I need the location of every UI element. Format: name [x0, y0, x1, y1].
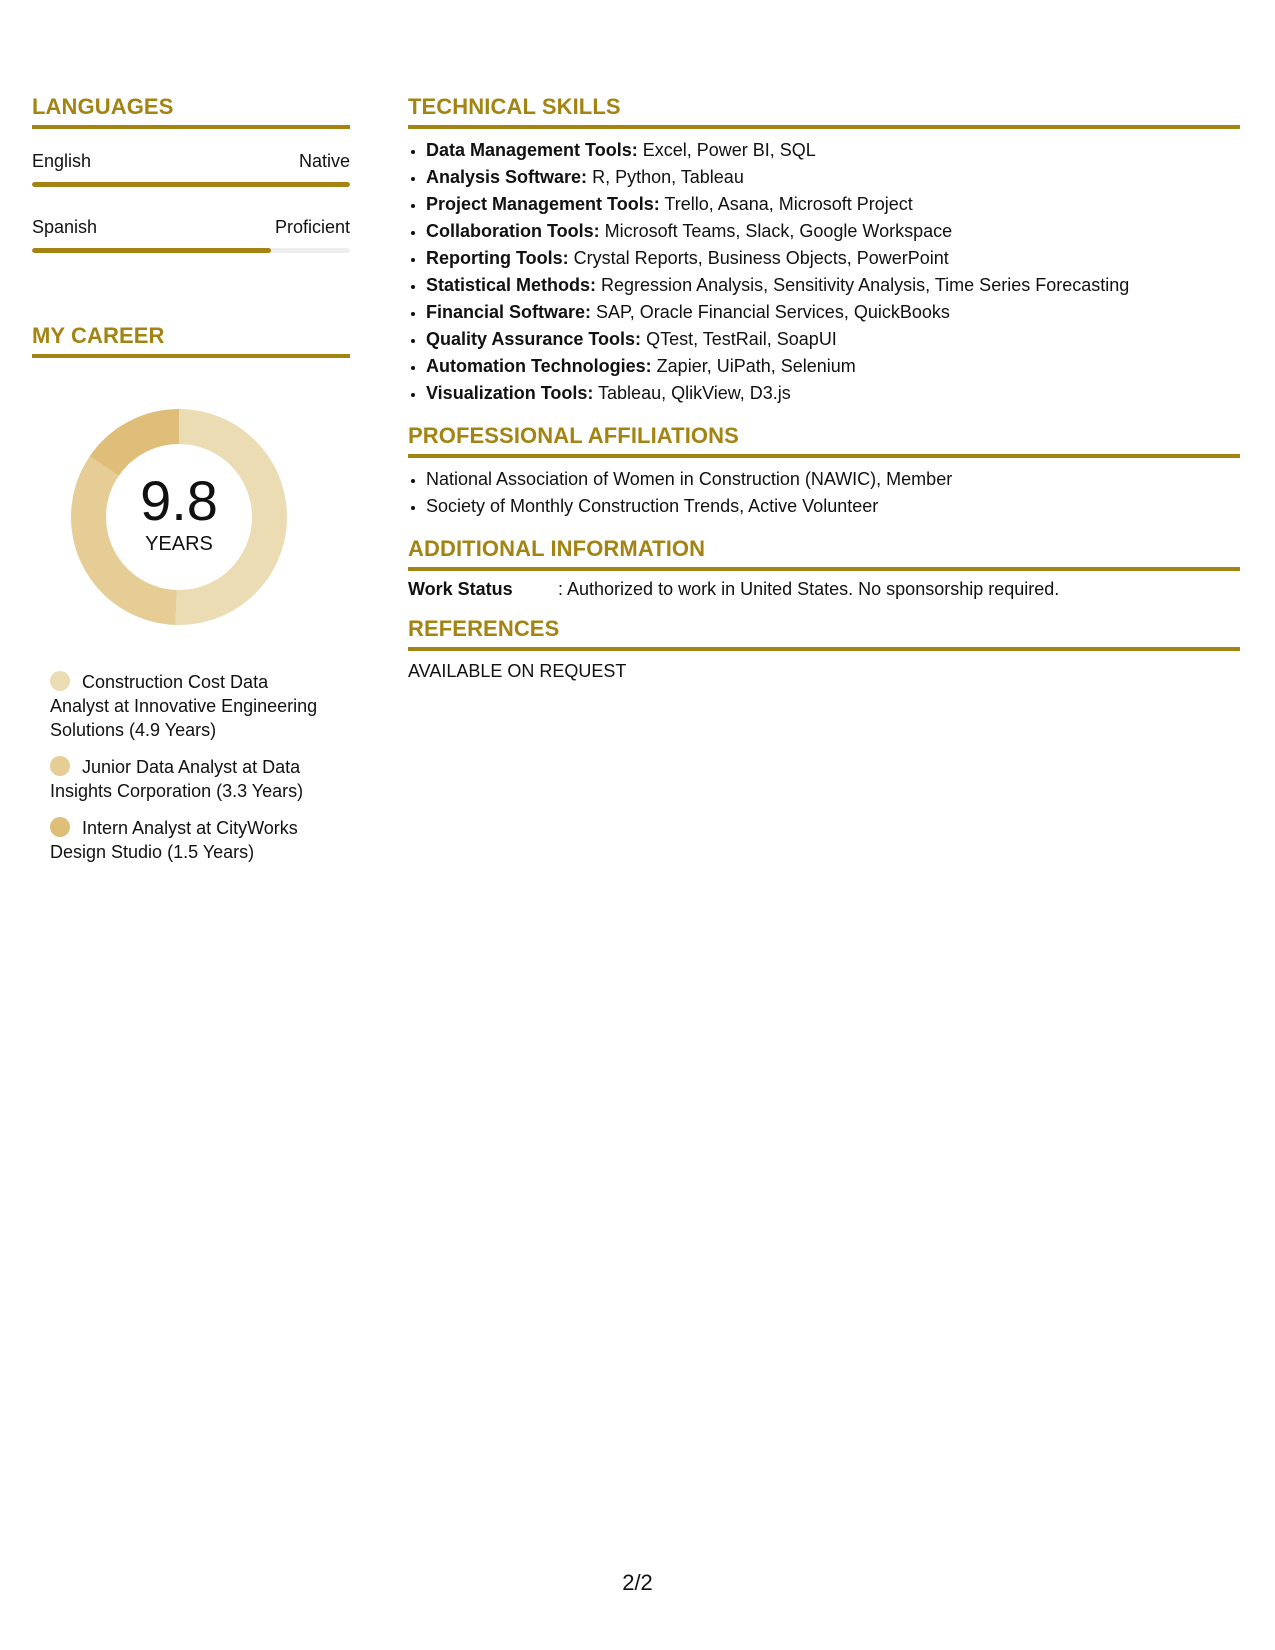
legend-dot	[50, 756, 70, 776]
skill-label: Automation Technologies:	[426, 356, 652, 376]
skill-value: R, Python, Tableau	[587, 167, 744, 187]
skill-item	[426, 137, 1240, 164]
career-legend-item	[50, 755, 320, 803]
affiliations-heading: PROFESSIONAL AFFILIATIONS	[408, 423, 1240, 458]
skill-value: Excel, Power BI, SQL	[637, 140, 816, 160]
legend-dot	[50, 671, 70, 691]
languages-heading: LANGUAGES	[32, 94, 350, 129]
additional-info-heading: ADDITIONAL INFORMATION	[408, 536, 1240, 571]
donut-center	[64, 402, 294, 632]
language-bar-fill	[32, 182, 350, 187]
skill-item	[426, 191, 1240, 218]
affiliations-section	[408, 423, 1240, 520]
legend-label: Construction Cost Data Analyst at Innovative Engineering Solutions (4.9 Years)	[50, 672, 318, 740]
skill-item	[426, 218, 1240, 245]
references-text: AVAILABLE ON REQUEST	[408, 661, 627, 681]
skill-value: Crystal Reports, Business Objects, PowerPoint	[568, 248, 949, 268]
legend-dot	[50, 817, 70, 837]
skill-value: Trello, Asana, Microsoft Project	[659, 194, 913, 214]
page-number: 2/2	[622, 1570, 653, 1595]
references-section	[408, 616, 1240, 682]
language-name: Spanish	[32, 217, 98, 237]
skill-label: Visualization Tools:	[426, 383, 594, 403]
additional-info-section	[408, 536, 1240, 600]
work-status-value: : Authorized to work in United States. No sponsorship required.	[558, 579, 1060, 599]
affiliation-item: • National Association of Women in Construction (NAWIC), Member	[426, 466, 1240, 493]
skill-item	[426, 299, 1240, 326]
language-bar-fill	[32, 248, 271, 253]
skill-item	[426, 245, 1240, 272]
skill-label: Financial Software:	[426, 302, 592, 322]
skill-label: Statistical Methods:	[426, 275, 597, 295]
total-years-unit: YEARS	[145, 532, 213, 555]
technical-skills-heading: TECHNICAL SKILLS	[408, 94, 1240, 129]
skill-value: Zapier, UiPath, Selenium	[651, 356, 856, 376]
language-row-english	[32, 151, 350, 172]
career-legend-item	[50, 816, 320, 864]
skill-label: Data Management Tools:	[426, 140, 638, 160]
references-heading: REFERENCES	[408, 616, 1240, 651]
skill-label: Analysis Software:	[426, 167, 588, 187]
legend-label: Junior Data Analyst at Data Insights Corporation (3.3 Years)	[50, 757, 304, 801]
work-status-row	[408, 579, 1240, 600]
skill-item	[426, 164, 1240, 191]
skill-label: Quality Assurance Tools:	[426, 329, 642, 349]
affiliations-list	[408, 466, 1240, 520]
language-level: Proficient	[274, 217, 350, 237]
skill-item	[426, 353, 1240, 380]
career-heading: MY CAREER	[32, 323, 350, 358]
skill-label: Collaboration Tools:	[426, 221, 600, 241]
skill-value: Regression Analysis, Sensitivity Analysis, Time Series Forecasting	[596, 275, 1130, 295]
skill-item	[426, 380, 1240, 407]
career-legend	[50, 670, 320, 864]
technical-skills-list	[408, 137, 1240, 407]
total-years-value: 9.8	[140, 468, 218, 532]
language-bar-english	[32, 182, 350, 187]
skill-label: Reporting Tools:	[426, 248, 569, 268]
right-column	[408, 94, 1240, 682]
skill-value: SAP, Oracle Financial Services, QuickBooks	[591, 302, 950, 322]
language-bar-spanish	[32, 248, 350, 253]
skill-item	[426, 272, 1240, 299]
left-column	[32, 94, 350, 877]
career-donut-chart	[64, 402, 294, 632]
language-name: English	[32, 151, 92, 171]
work-status-label: Work Status	[408, 579, 513, 599]
skill-label: Project Management Tools:	[426, 194, 660, 214]
legend-label: Intern Analyst at CityWorks Design Studio (1.5 Years)	[50, 818, 298, 862]
skill-value: Tableau, QlikView, D3.js	[593, 383, 791, 403]
affiliation-item: • Society of Monthly Construction Trends, Active Volunteer	[426, 493, 1240, 520]
skill-value: QTest, TestRail, SoapUI	[641, 329, 837, 349]
skill-value: Microsoft Teams, Slack, Google Workspace	[599, 221, 953, 241]
language-row-spanish	[32, 217, 350, 238]
skill-item	[426, 326, 1240, 353]
language-level: Native	[298, 151, 350, 171]
career-legend-item	[50, 670, 320, 742]
